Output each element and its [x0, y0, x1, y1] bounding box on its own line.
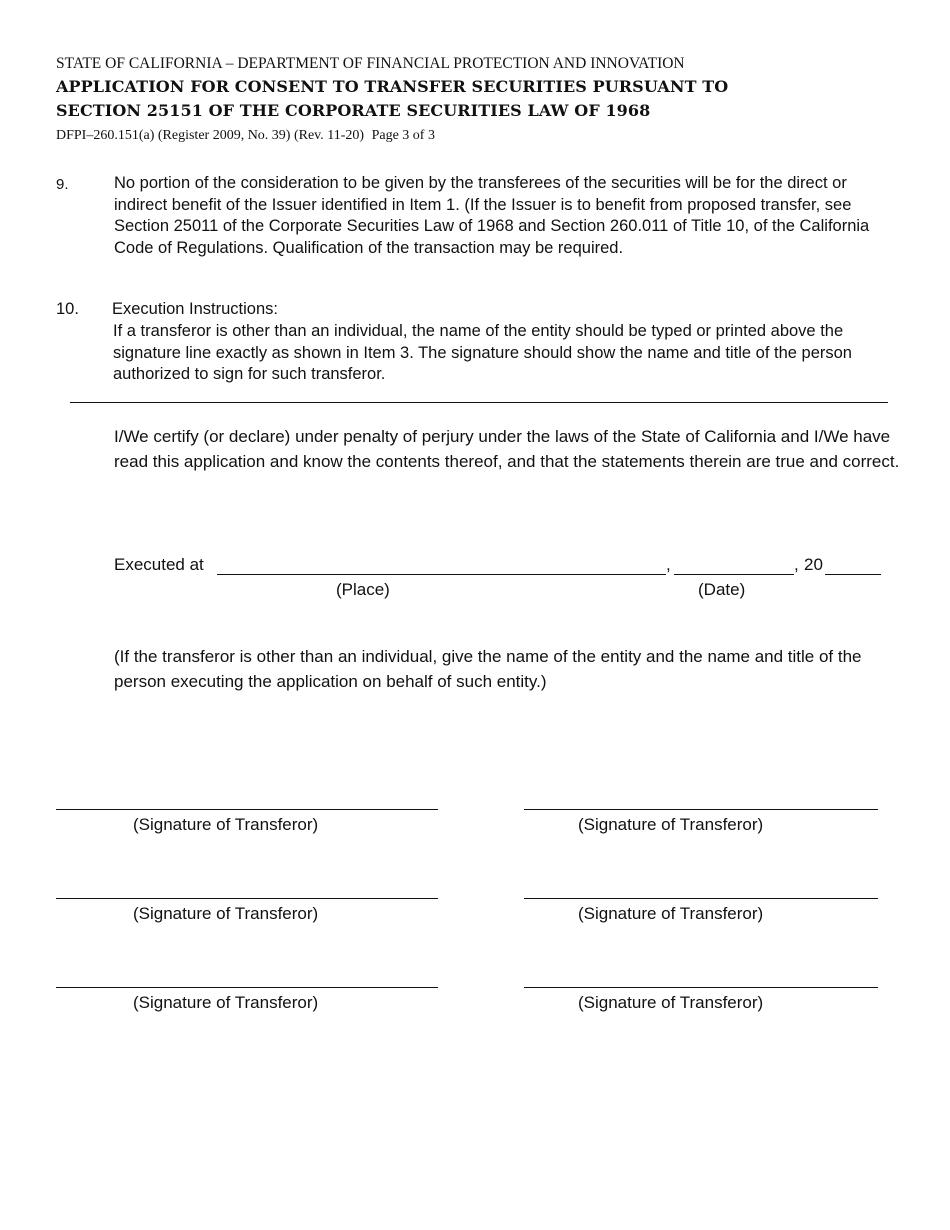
item-9-text: No portion of the consideration to be given by the transferees of the securities will be for the direct or indirect benefit of the Issuer identified in Item 1. (If the Issuer is to benefit from proposed transfer, see Section 25011 of the Corporate Securities Law of 1968 and Section 260.011 of Title 10, of the California Code of Regulations. Qualification of the transaction may be required.: [114, 174, 870, 257]
signature-line-2[interactable]: [524, 809, 878, 810]
year-prefix: 20: [804, 555, 823, 574]
executed-at-label: Executed at: [114, 555, 204, 574]
comma-separator: ,: [666, 555, 671, 574]
department-name: STATE OF CALIFORNIA – DEPARTMENT OF FINANCIAL PROTECTION AND INNOVATION: [56, 55, 685, 72]
signature-label-5: (Signature of Transferor): [133, 993, 319, 1012]
item-10-heading: Execution Instructions:: [112, 300, 278, 318]
signature-line-5[interactable]: [56, 987, 438, 988]
entity-note: (If the transferor is other than an individual, give the name of the entity and the name and title of the person executing the application on behalf of such entity.): [114, 647, 862, 691]
item-10-number: 10.: [56, 300, 79, 318]
form-id: DFPI–260.151(a) (Register 2009, No. 39) (Rev. 11-20): [56, 128, 365, 143]
place-label: (Place): [336, 580, 390, 599]
section-divider: [70, 402, 888, 403]
signature-line-3[interactable]: [56, 898, 438, 899]
signature-line-6[interactable]: [524, 987, 878, 988]
signature-label-2: (Signature of Transferor): [578, 815, 764, 834]
signature-label-6: (Signature of Transferor): [578, 993, 764, 1012]
item-9-number: 9.: [56, 176, 69, 193]
date-label: (Date): [698, 580, 746, 599]
signature-line-1[interactable]: [56, 809, 438, 810]
comma-separator-2: ,: [794, 555, 799, 574]
form-identifier: [56, 128, 435, 144]
date-field-line[interactable]: [674, 574, 794, 575]
item-10-text: If a transferor is other than an individual, the name of the entity should be typed or printed above the signature line exactly as shown in Item 3. The signature should show the name and title of the person authorized to sign for such transferor.: [113, 322, 852, 383]
signature-label-1: (Signature of Transferor): [133, 815, 319, 834]
year-field-line[interactable]: [825, 574, 881, 575]
signature-label-3: (Signature of Transferor): [133, 904, 319, 923]
page-number: Page 3 of 3: [371, 128, 435, 143]
certification-text: I/We certify (or declare) under penalty of perjury under the laws of the State of California and I/We have read this application and know the contents thereof, and that the statements therein are true and correct.: [114, 427, 900, 471]
form-title-line-1: APPLICATION FOR CONSENT TO TRANSFER SECURITIES PURSUANT TO: [56, 77, 729, 96]
signature-label-4: (Signature of Transferor): [578, 904, 764, 923]
place-field-line[interactable]: [217, 574, 666, 575]
form-title-line-2: SECTION 25151 OF THE CORPORATE SECURITIES LAW OF 1968: [56, 101, 651, 120]
signature-line-4[interactable]: [524, 898, 878, 899]
